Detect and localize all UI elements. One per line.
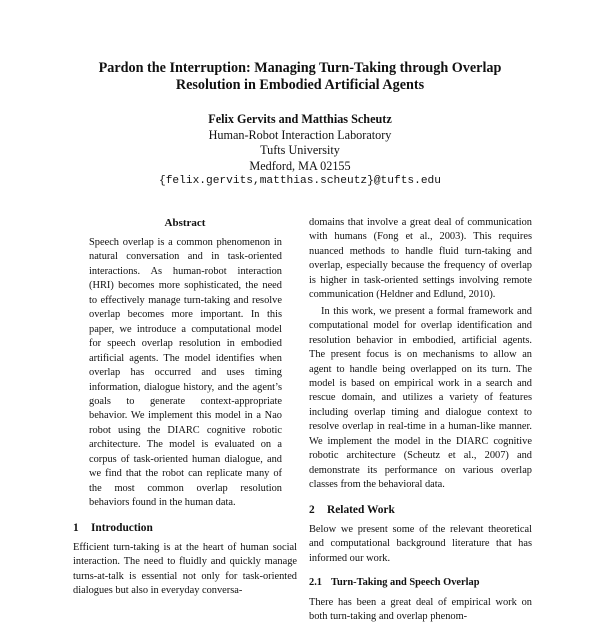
related-work-text: Below we present some of the relevant theoretical and computational background literature that has informed our work. <box>309 523 532 564</box>
right-column <box>309 216 532 625</box>
section-heading-related-work <box>309 503 532 517</box>
subsection-text: There has been a great deal of empirical work on both turn-taking and overlap phenom- <box>309 596 532 623</box>
section-title: Introduction <box>91 521 153 534</box>
section-title: Related Work <box>327 503 395 516</box>
right-paragraph-1: domains that involve a great deal of communication with humans (Fong et al., 2003). This requires nuanced methods to handle fluid turn-taking and overlap, especially because the frequency of overlap is higher in task-oriented settings involving remote communication (Heldner and Edlund, 2010). <box>309 217 532 301</box>
paper-title <box>60 60 540 94</box>
abstract-heading: Abstract <box>164 217 206 229</box>
author-address: Medford, MA 02155 <box>249 158 351 173</box>
author-email: {felix.gervits,matthias.scheutz}@tufts.edu <box>159 175 441 187</box>
left-column <box>73 216 297 598</box>
abstract-text: Speech overlap is a common phenomenon in natural conversation and in task-oriented interactions. As human-robot interaction (HRI) becomes more sophisticated, the need to effectively manage turn-taking and resolve overlap becomes more important. In this paper, we introduce a computational model for speech overlap resolution in embodied artificial agents. The model identifies when overlap has occurred and uses timing information, dialogue history, and the agent’s goals to generate context-appropriate behavior. We implement this model in a Nao robot using the DIARC cognitive robotic architecture. The model is evaluated on a corpus of task-oriented human dialogue, and we find that the robot can replicate many of the most common overlap resolution behaviors found in the human data. <box>89 237 282 509</box>
author-block <box>100 112 500 190</box>
subsection-number: 2.1 <box>309 576 322 588</box>
author-names: Felix Gervits and Matthias Scheutz <box>208 112 392 126</box>
section-heading-introduction <box>73 521 297 535</box>
section-number: 2 <box>309 503 315 516</box>
subsection-heading-turn-taking <box>309 576 532 590</box>
title-line-1: Pardon the Interruption: Managing Turn-Taking through Overlap <box>98 60 502 76</box>
introduction-text: Efficient turn-taking is at the heart of human social interaction. The need to fluidly and quickly manage turns-at-talk is essential not only for task-oriented dialogues but also in everyday conversa- <box>73 541 297 596</box>
author-university: Tufts University <box>260 143 340 157</box>
title-line-2: Resolution in Embodied Artificial Agents <box>175 77 425 93</box>
author-lab: Human-Robot Interaction Laboratory <box>208 127 392 142</box>
right-paragraph-2: In this work, we present a formal framework and computational model for overlap identification and resolution behavior in embodied, artificial agents. The present focus is on mechanisms to allow an agent to handle being overlapped on its turn. The model is based on empirical work in a search and rescue domain, and utilizes a variety of features including overlap timing and dialogue context to resolve overlap in real-time in a human-like manner. We implement the model in the DIARC cognitive robotic architecture (Scheutz et al., 2007) and demonstrate its performance on various overlap classes from the behavioral data. <box>309 305 532 491</box>
section-number: 1 <box>73 521 79 534</box>
subsection-title: Turn-Taking and Speech Overlap <box>331 576 480 588</box>
